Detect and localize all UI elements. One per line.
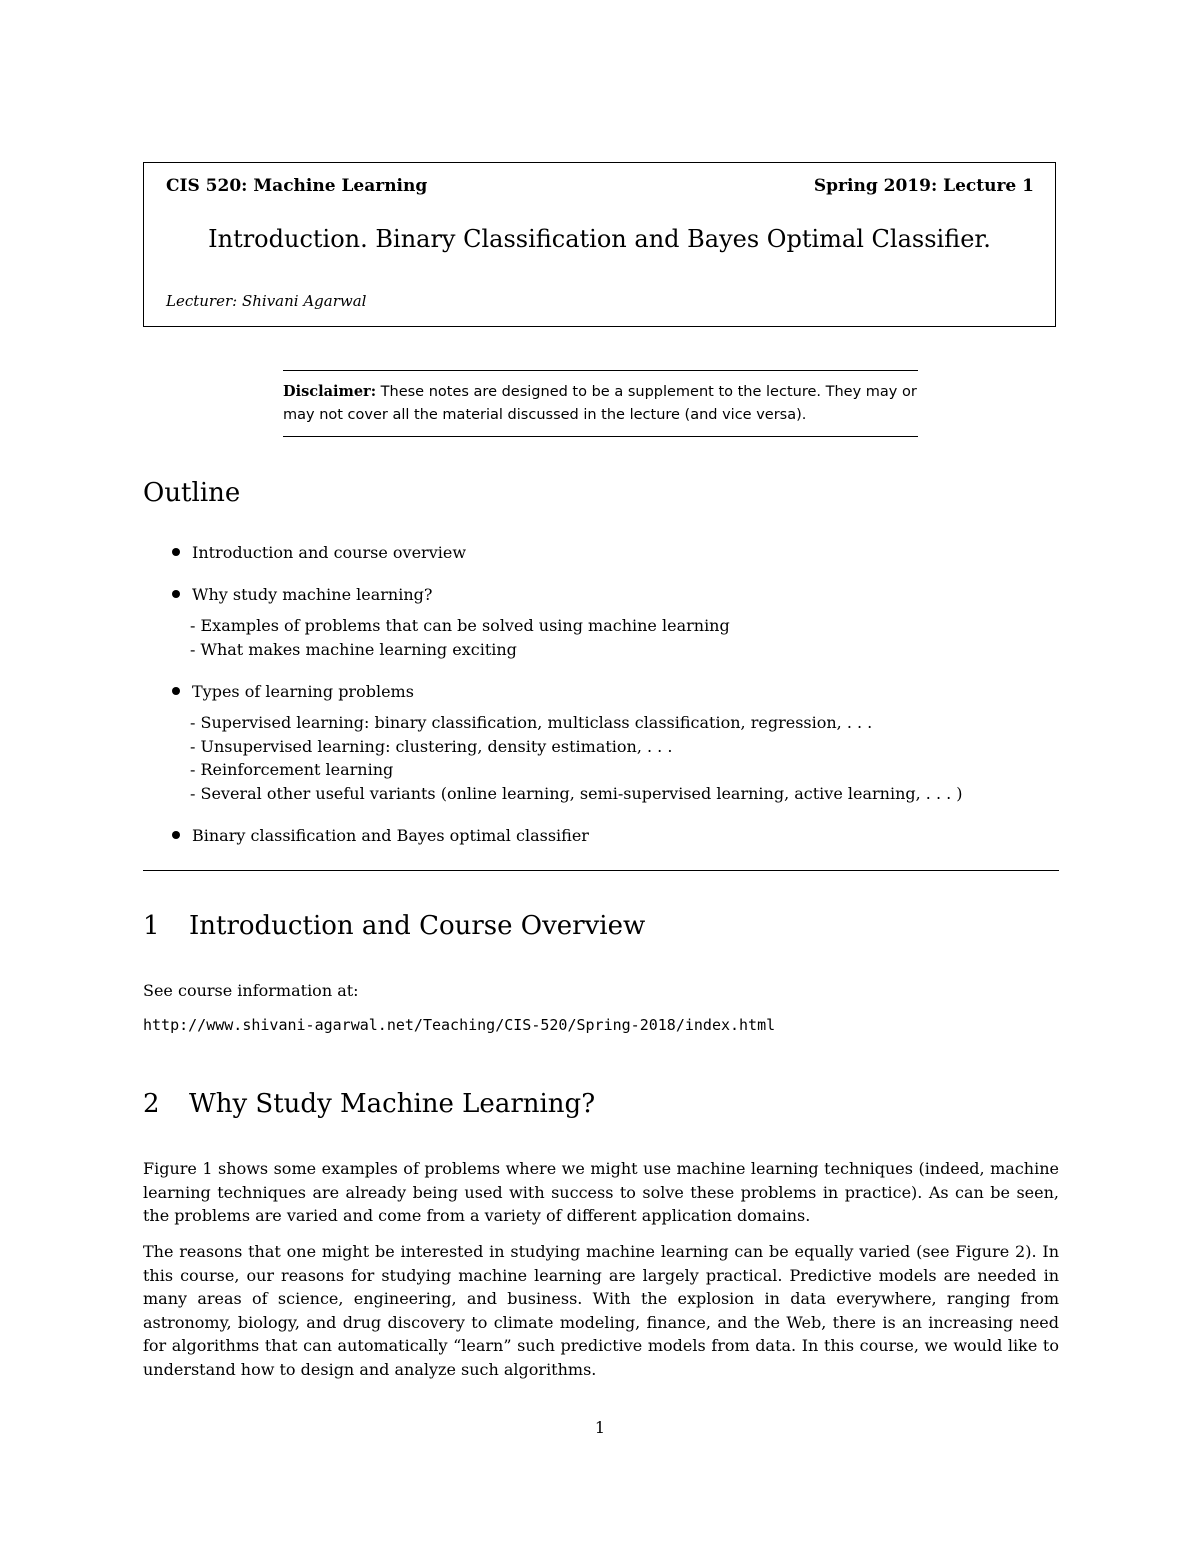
section-2-paragraph-2: The reasons that one might be interested in studying machine learning can be equally varied (see Figure 2). In this course, our reasons for studying machine learning are largely practical. Predictive models are needed in many areas of science, engineering, and business. With the explosion in data everywhere, ranging from astronomy, biology, and drug discovery to climate modeling, finance, and the Web, there is an increasing need for algorithms that can automatically “learn” such predictive models from data. In this course, we would like to understand how to design and analyze such algorithms.: [143, 1242, 1059, 1379]
lecture-term: Spring 2019: Lecture 1: [813, 176, 1034, 196]
section-divider: [143, 870, 1059, 871]
lecture-title: Introduction. Binary Classification and Bayes Optimal Classifier.: [208, 225, 991, 253]
section-1-heading: 1 Introduction and Course Overview: [143, 911, 646, 941]
disclaimer-bottom-rule: [283, 436, 918, 437]
lecturer-name: Lecturer: Shivani Agarwal: [166, 292, 367, 310]
bullet-icon: [172, 831, 180, 839]
outline-item: Types of learning problems: [172, 682, 414, 701]
outline-subitem: - Unsupervised learning: clustering, density estimation, . . .: [190, 737, 673, 756]
outline-subitem: - Examples of problems that can be solved using machine learning: [190, 616, 730, 635]
disclaimer: [283, 380, 923, 427]
outline-subitem: - What makes machine learning exciting: [190, 640, 517, 659]
course-name: CIS 520: Machine Learning: [166, 176, 428, 196]
outline-item: Binary classification and Bayes optimal classifier: [172, 826, 589, 845]
outline-heading: Outline: [143, 478, 241, 508]
outline-subitem: - Several other useful variants (online learning, semi-supervised learning, active learning, . . . ): [190, 784, 963, 803]
section-1-text: See course information at:: [143, 981, 359, 1000]
page-number: 1: [594, 1418, 606, 1437]
course-url-link[interactable]: http://www.shivani-agarwal.net/Teaching/CIS-520/Spring-2018/index.html: [143, 1016, 776, 1034]
bullet-icon: [172, 687, 180, 695]
outline-subitem: - Supervised learning: binary classification, multiclass classification, regression, . . .: [190, 713, 873, 732]
section-2-heading: 2 Why Study Machine Learning?: [143, 1089, 596, 1119]
bullet-icon: [172, 590, 180, 598]
disclaimer-top-rule: [283, 370, 918, 371]
section-2-paragraph-1: Figure 1 shows some examples of problems where we might use machine learning techniques (indeed, machine learning techniques are already being used with success to solve these problems in practice). As can be seen, the problems are varied and come from a variety of different application domains.: [143, 1159, 1059, 1225]
disclaimer-label: Disclaimer:: [283, 383, 377, 400]
outline-item: Why study machine learning?: [172, 585, 432, 604]
disclaimer-text: These notes are designed to be a supplement to the lecture. They may or may not cover all the material discussed in the lecture (and vice versa).: [283, 384, 917, 423]
outline-subitem: - Reinforcement learning: [190, 760, 394, 779]
bullet-icon: [172, 548, 180, 556]
outline-item: Introduction and course overview: [172, 543, 466, 562]
